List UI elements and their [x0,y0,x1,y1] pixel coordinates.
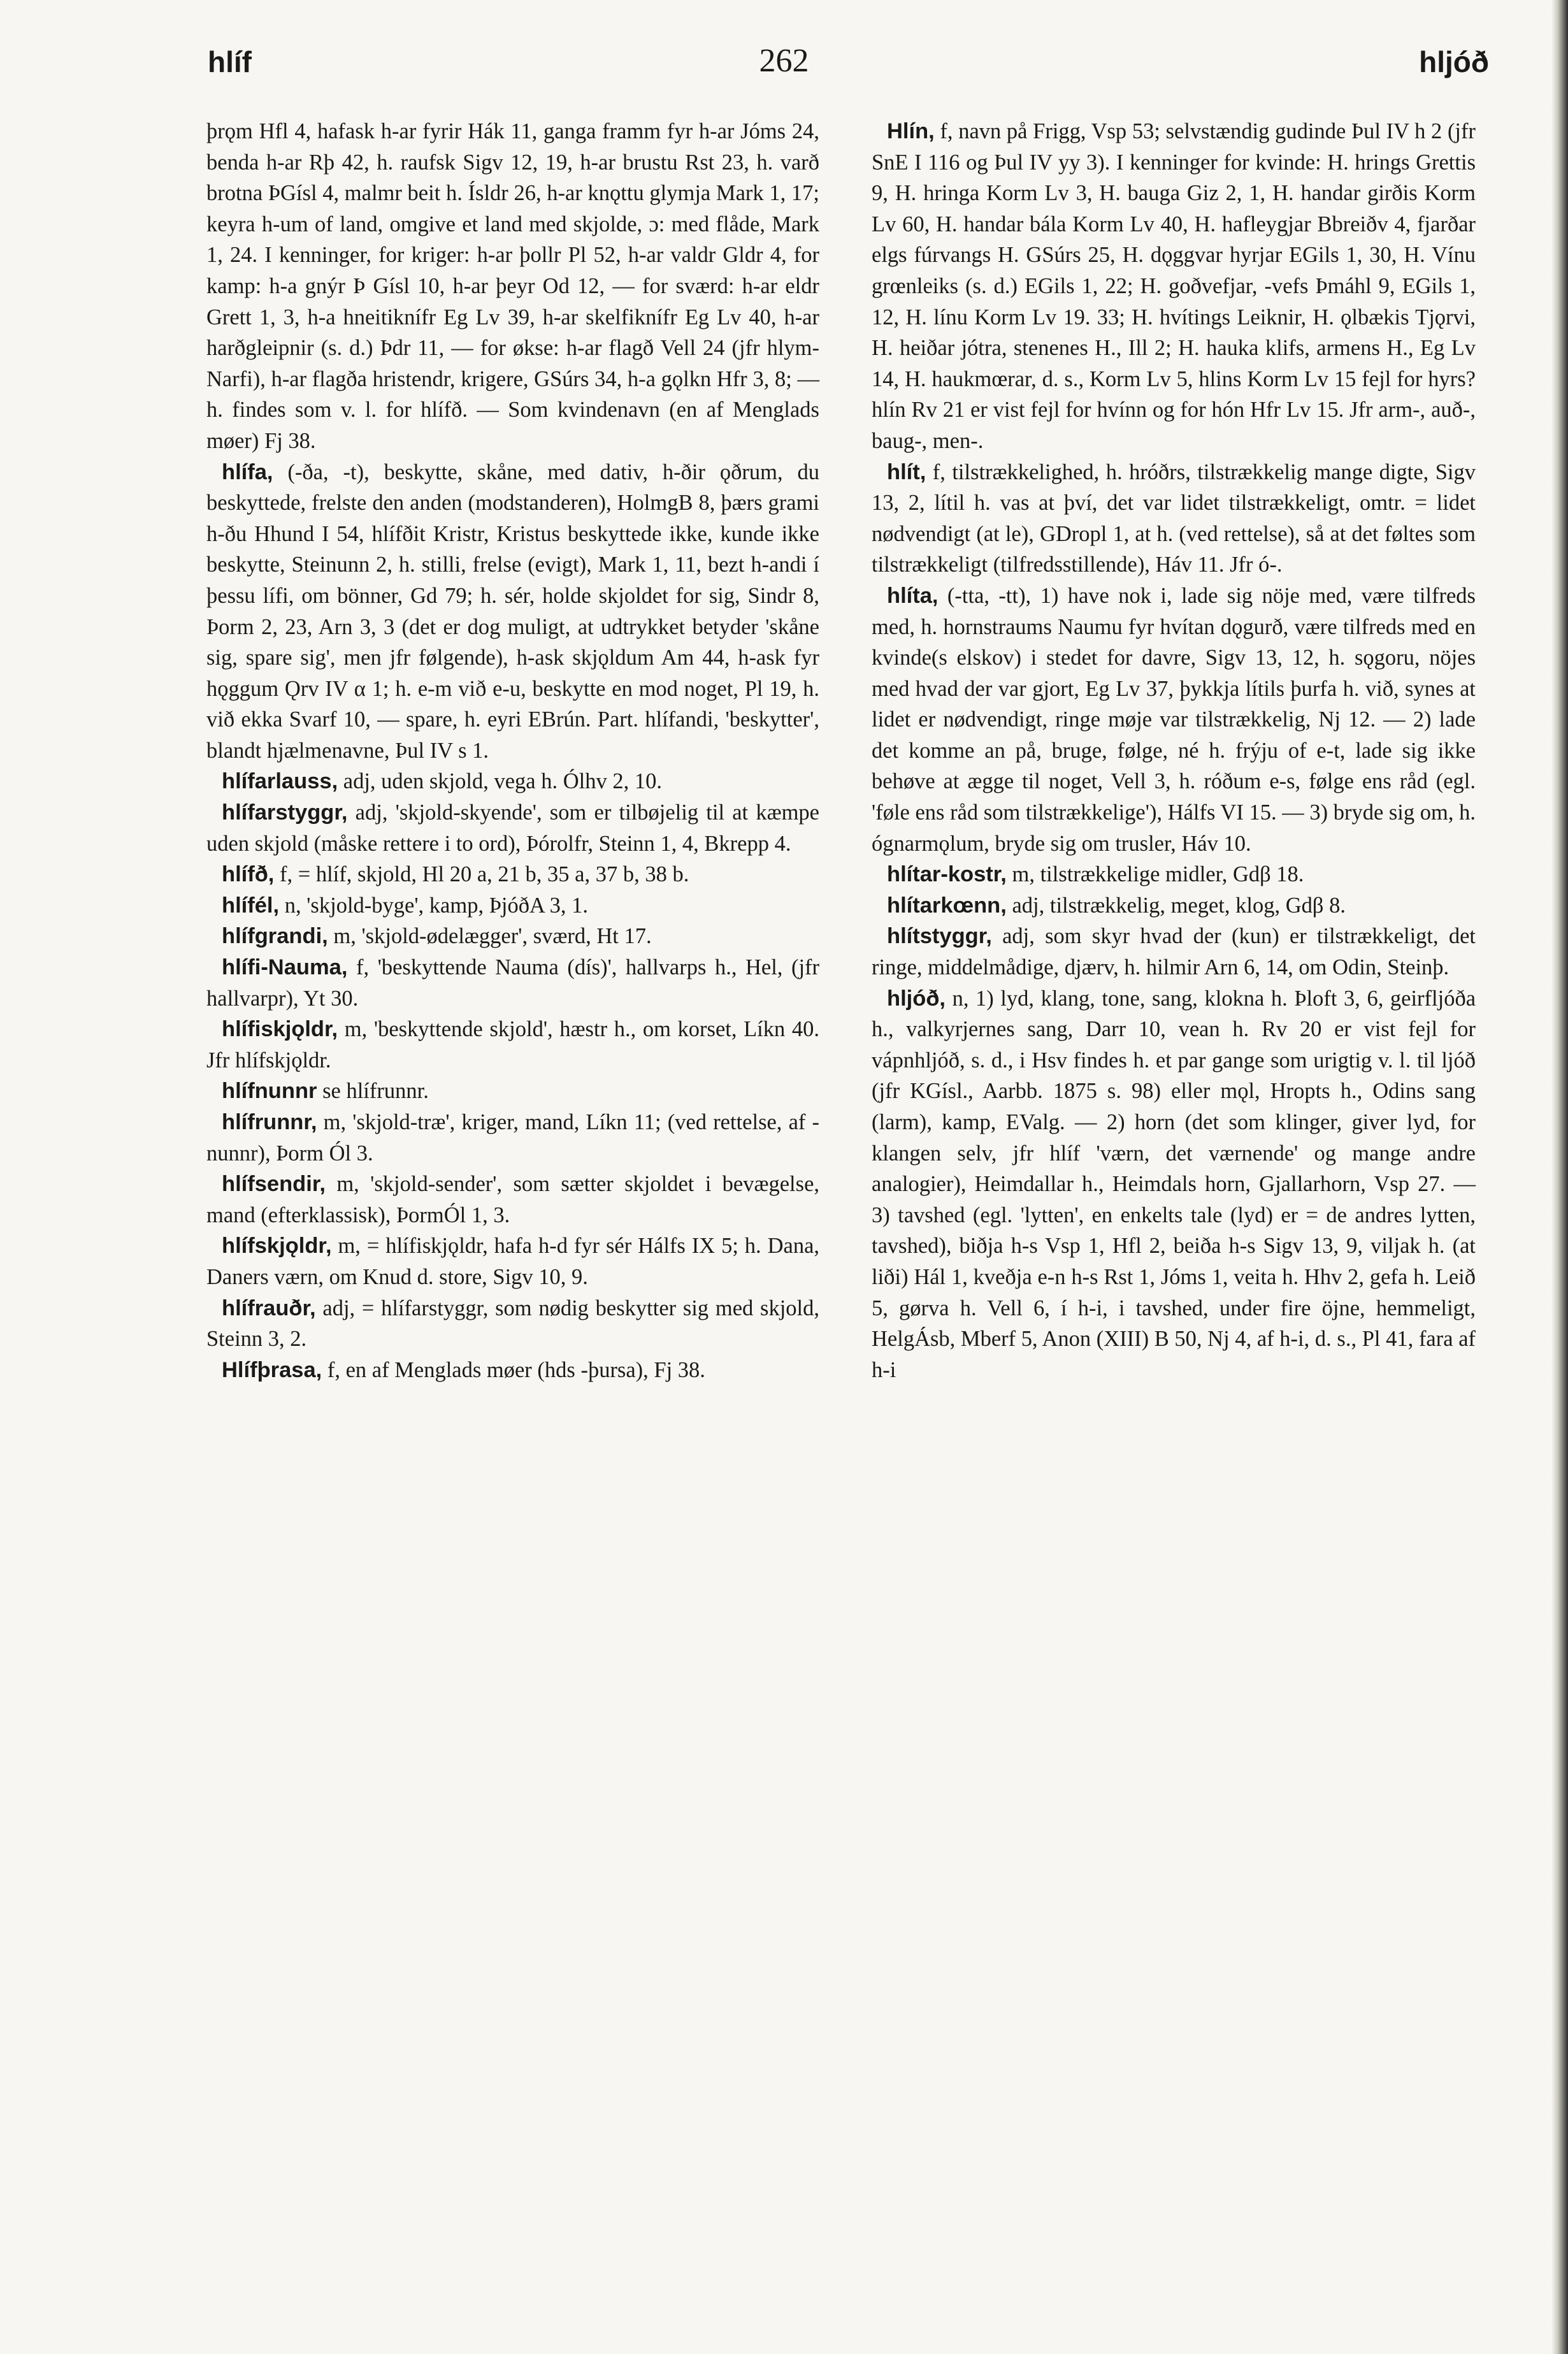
entry-headword: hlífarlauss, [222,769,338,794]
entry-text: m, = hlífiskjǫldr, hafa h-d fyr sér Hálfs IX 5; h. Dana, Daners værn, om Knud d. store, Sigv 10, 9. [206,1234,820,1289]
entry [872,859,1476,890]
entry [206,859,819,890]
entry [872,890,1476,921]
entry [206,1014,819,1076]
entry-headword: hlífi-Nauma, [222,955,348,980]
entry-text: adj, tilstrækkelig, meget, klog, Gdβ 8. [1012,893,1346,918]
entry-text: f, en af Menglads møer (hds -þursa), Fj 38. [327,1357,705,1382]
entry [206,1293,819,1355]
entry [206,952,819,1014]
entry-headword: hlítar-kostr, [887,862,1007,887]
entry-headword: hlífrauðr, [222,1296,316,1320]
page-edge-shadow [1551,0,1568,2354]
entry [206,457,819,767]
entry-text: f, 'beskyttende Nauma (dís)', hallvarps h., Hel, (jfr hallvarpr), Yt 30. [206,955,820,1011]
entry-text: n, 1) lyd, klang, tone, sang, klokna h. Þloft 3, 6, geirfljóða h., valkyrjernes sang, Darr 10, vean h. Rv 20 er vist fejl for vápnhljóð, s. d., i Hsv findes h. et par gange som urigtig v. l. til ljóð (jfr KGísl., Aarbb. 1875 s. 98) eller mǫl, Hropts h., Odins sang (larm), kamp, EValg. — 2) horn (det som klinger, giver lyd, for klangen selv, jfr hlíf 'værn, det værnende' og mange andre analogier), Heimdallar h., Heimdals horn, Gjallarhorn, Vsp 27. — 3) tavshed (egl. 'lytten', en enkelts tale (lyd) er = de andres lytten, tavshed), biðja h-s Vsp 1, Hfl 2, beiða h-s Sigv 13, 9, viljak h. (at liði) Hál 1, kveðja e-n h-s Rst 1, Jóms 1, veita h. Hhv 2, gefa h. Leið 5, gørva h. Vell 6, í h-i, i tavshed, under fire öjne, hemmeligt, HelgÁsb, Mberf 5, Anon (XIII) B 50, Nj 4, af h-i, d. s., Pl 41, fara af h-i [872,986,1476,1382]
entry [206,1169,819,1231]
entry-headword: hlífa, [222,459,273,484]
entry [872,983,1476,1386]
entry [872,457,1476,581]
entry-text: n, 'skjold-byge', kamp, ÞjóðA 3, 1. [284,893,588,918]
entry-text: adj, = hlífarstyggr, som nødig beskytter sig med skjold, Steinn 3, 2. [206,1296,820,1352]
entry [206,890,819,921]
page-number: 262 [759,43,809,79]
entry [206,766,819,797]
entry-headword: hlítstyggr, [887,924,992,949]
entry-text: m, tilstrækkelige midler, Gdβ 18. [1012,862,1304,887]
entry-headword: hlífsendir, [222,1172,326,1197]
entry-headword: Hlín, [887,119,935,143]
entry-text: adj, uden skjold, vega h. Ólhv 2, 10. [343,769,662,794]
entry-headword: hlífiskjǫldr, [222,1017,338,1042]
entry-text: (-tta, -tt), 1) have nok i, lade sig nöje med, være tilfreds med, h. hornstraums Naumu fyr hvítan dǫgurð, være tilfreds med en kvinde(s elskov) i stedet for davre, Sigv 13, 12, h. sǫgoru, nöjes med hvad der var gjort, Eg Lv 37, þykkja lítils þurfa h. við, synes at lidet er nødvendigt, ringe møje var tilstrækkelig, Nj 12. — 2) lade det komme an på, bruge, følge, né h. frýju of e-t, lade sig ikke behøve at ægge til noget, Vell 3, h. róðum e-s, følge ens råd (egl. 'føle ens råd som tilstrækkelige'), Hálfs VI 15. — 3) bryde sig om, h. ógnarmǫlum, bryde sig om trusler, Háv 10. [872,583,1476,856]
entry [206,921,819,952]
entry [206,797,819,859]
entry-text: f, = hlíf, skjold, Hl 20 a, 21 b, 35 a, 37 b, 38 b. [280,862,689,887]
entry-headword: hlífrunnr, [222,1110,317,1134]
entry [206,1355,819,1386]
running-head-left: hlíf [208,45,252,78]
entry-headword: hljóð, [887,986,946,1011]
entry-text: f, navn på Frigg, Vsp 53; selvstændig gudinde Þul IV h 2 (jfr SnE I 116 og Þul IV yy 3). I kenninger for kvinde: H. hrings Grettis 9, H. hringa Korm Lv 3, H. bauga Giz 2, 1, H. handar girðis Korm Lv 60, H. handar bála Korm Lv 40, H. hafleygjar Bbreiðv 4, fjarðar elgs fúrvangs H. GSúrs 25, H. dǫggvar hyrjar EGils 1, 30, H. Vínu grœnleiks (s. d.) EGils 1, 22; H. goðvefjar, -vefs Þmáhl 9, EGils 1, 12, H. línu Korm Lv 19. 33; H. hvítings Leiknir, H. ǫlbækis Tjǫrvi, H. heiðar jótra, stenenes H., Ill 2; H. hauka klifs, armens H., Eg Lv 14, H. haukmœrar, d. s., Korm Lv 5, hlins Korm Lv 15 fejl for hyrs? hlín Rv 21 er vist fejl for hvínn og for hón Hfr Lv 15. Jfr arm-, auð-, baug-, men-. [872,119,1476,453]
running-head-right: hljóð [1419,45,1489,78]
entry-headword: hlífgrandi, [222,924,328,949]
entry [872,116,1476,457]
entry [206,1107,819,1169]
entry [872,921,1476,983]
entry-text: m, 'skjold-ødelægger', sværd, Ht 17. [333,924,652,949]
entry-headword: hlít, [887,459,926,484]
entry-headword: hlífskjǫldr, [222,1234,332,1259]
entry [206,116,819,457]
entry-headword: hlífnunnr [222,1079,317,1104]
entry-text: (-ða, -t), beskytte, skåne, med dativ, h-ðir ǫðrum, du beskyttede, frelste den anden (modstanderen), HolmgB 8, þærs grami h-ðu Hhund I 54, hlífðit Kristr, Kristus beskyttede ikke, kunde ikke beskytte, Steinunn 2, h. stilli, frelse (evigt), Mark 1, 11, bezt h-andi í þessu lífi, om bönner, Gd 79; h. sér, holde skjoldet for sig, Sindr 8, Þorm 2, 23, Arn 3, 3 (det er dog muligt, at udtrykket betyder 'skåne sig, spare sig', men jfr følgende), h-ask skjǫldum Am 44, h-ask fyr hǫggum Ǫrv IV α 1; h. e-m við e-u, beskytte en mod noget, Pl 19, h. við ekka Svarf 10, — spare, h. eyri EBrún. Part. hlífandi, 'beskytter', blandt hjælmenavne, Þul IV s 1. [206,459,820,763]
entry-text: m, 'skjold-sender', som sætter skjoldet i bevægelse, mand (efterklassisk), ÞormÓl 1, 3. [206,1172,820,1227]
entry [872,581,1476,859]
entry-text: se hlífrunnr. [322,1079,429,1104]
entry-headword: hlífél, [222,893,280,918]
entry-text: þrǫm Hfl 4, hafask h-ar fyrir Hák 11, ganga framm fyr h-ar Jóms 24, benda h-ar Rþ 42, h. raufsk Sigv 12, 19, h-ar brustu Rst 23, h. varð brotna ÞGísl 4, malmr beit h. Ísldr 26, h-ar knǫttu glymja Mark 1, 17; keyra h-um of land, omgive et land med skjolde, ɔ: med flåde, Mark 1, 24. I kenninger, for kriger: h-ar þollr Pl 52, h-ar valdr Gldr 4, for kamp: h-a gnýr Þ Gísl 10, h-ar þeyr Od 12, — for sværd: h-ar eldr Grett 1, 3, h-a hneitiknífr Eg Lv 39, h-ar skelfiknífr Eg Lv 40, h-ar harðgleipnir (s. d.) Þdr 11, — for økse: h-ar flagð Vell 24 (jfr hlym-Narfi), h-ar flagða hristendr, krigere, GSúrs 34, h-a gǫlkn Hfr 3, 8; — h. findes som v. l. for hlífð. — Som kvindenavn (en af Menglads møer) Fj 38. [206,119,819,453]
entry-headword: hlífð, [222,862,275,887]
entry-text: m, 'beskyttende skjold', hæstr h., om korset, Líkn 40. Jfr hlífskjǫldr. [206,1017,820,1072]
right-column [872,116,1476,1385]
entry-headword: hlífarstyggr, [222,800,348,825]
entry-text: adj, som skyr hvad der (kun) er tilstrækkeligt, det ringe, middelmådige, djærv, h. hilmir Arn 6, 14, om Odin, Steinþ. [872,924,1476,980]
entry [206,1231,819,1292]
entry-headword: hlíta, [887,583,939,608]
entry-headword: hlítarkœnn, [887,893,1007,918]
entry-text: adj, 'skjold-skyende', som er tilbøjelig til at kæmpe uden skjold (måske rettere i to ord), Þórolfr, Steinn 1, 4, Bkrepp 4. [206,800,819,856]
entry [206,1076,819,1107]
entry-text: f, tilstrækkelighed, h. hróðrs, tilstrækkelig mange digte, Sigv 13, 2, lítil h. vas at því, det var lidet tilstrækkeligt, omtr. = lidet nødvendigt (at le), GDropl 1, at h. (ved rettelse), så at det føltes som tilstrækkeligt (tilfredsstillende), Háv 11. Jfr ó-. [872,459,1476,577]
entry-headword: Hlífþrasa, [222,1357,322,1382]
entry-text: m, 'skjold-træ', kriger, mand, Líkn 11; (ved rettelse, af -nunnr), Þorm Ól 3. [206,1110,819,1166]
left-column [206,116,819,1385]
